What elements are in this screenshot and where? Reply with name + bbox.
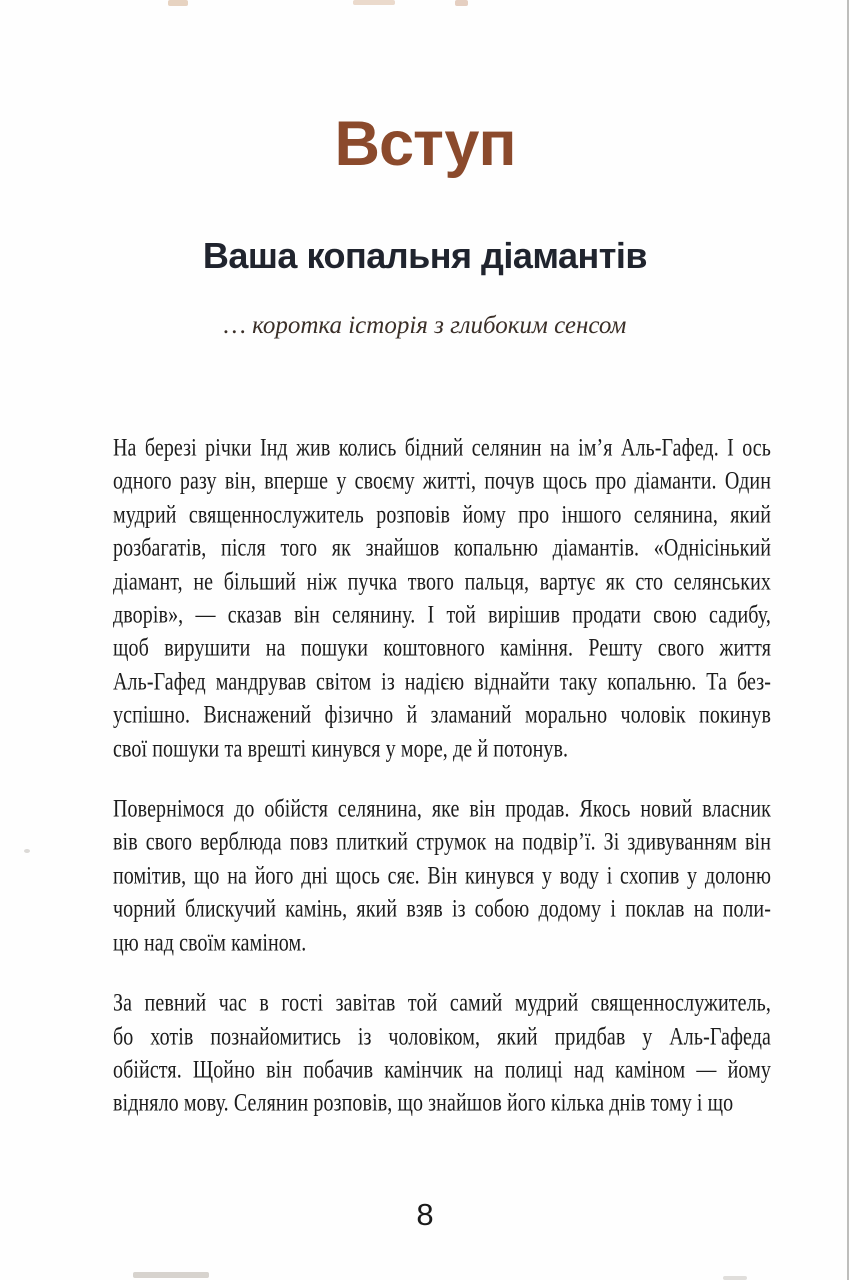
body-text	[113, 432, 771, 1121]
text-line: помітив, що на його дні щось сяє. Він кинувся у воду і схопив у долоню	[113, 861, 771, 890]
text-line: відняло мову. Селянин розповів, що знайшов його кілька днів тому і що	[113, 1089, 734, 1118]
text-line: одного разу він, вперше у своєму житті, почув щось про діаманти. Один	[113, 467, 771, 496]
text-line: мудрий священнослужитель розповів йому про іншого селянина, який	[113, 500, 771, 529]
text-line: Повернімося до обійстя селянина, яке він продав. Якось новий власник	[113, 794, 771, 823]
text-line: цю над своїм каміном.	[113, 928, 307, 957]
chapter-title: Вступ	[334, 109, 516, 179]
text-line: На березі річки Інд жив колись бідний селянин на ім’я Аль-Гафед. І ось	[113, 433, 771, 462]
section-title: Ваша копальня діамантів	[202, 235, 648, 276]
text-line: свої пошуки та врешті кинувся у море, де й потонув.	[113, 734, 569, 763]
text-line: вів свого верблюда повз плиткий струмок на подвір’ї. Зі здивуванням він	[113, 828, 771, 857]
scan-smudge-top-left	[168, 0, 188, 6]
text-line: Аль-Гафед мандрував світом із надією віднайти таку копальню. Та без-	[113, 667, 771, 696]
text-line: діамант, не більший ніж пучка твого пальця, вартує як сто селянських	[113, 567, 771, 596]
paragraph	[113, 987, 771, 1121]
paragraph	[113, 432, 771, 766]
tagline: … коротка історія з глибоким сенсом	[223, 312, 627, 339]
text-line: розбагатів, після того як знайшов копальню діамантів. «Однісінький	[113, 533, 771, 563]
text-line: чорний блискучий камінь, який взяв із собою додому і поклав на поли-	[113, 895, 771, 924]
text-line: обійстя. Щойно він побачив камінчик на полиці над каміном — йому	[113, 1055, 771, 1084]
text-line: бо хотів познайомитись із чоловіком, який придбав у Аль-Гафеда	[113, 1022, 771, 1051]
scan-dot-left-margin	[24, 849, 30, 853]
text-line: дворів», — сказав він селянину. І той вирішив продати свою садибу,	[113, 600, 771, 629]
page-number: 8	[416, 1197, 434, 1232]
page-edge-line	[847, 0, 849, 1280]
scan-smudge-bottom-right	[723, 1276, 747, 1280]
text-line: щоб вирушити на пошуки коштовного каміння. Решту свого життя	[113, 634, 771, 663]
text-line: За певний час в гості завітав той самий мудрий священнослужитель,	[113, 988, 771, 1017]
paragraph	[113, 793, 771, 960]
scan-smudge-top-right	[455, 0, 468, 6]
text-line: успішно. Виснажений фізично й зламаний морально чоловік покинув	[113, 700, 771, 730]
scan-smudge-bottom-left	[133, 1272, 209, 1278]
scan-smudge-top-center	[353, 0, 395, 5]
